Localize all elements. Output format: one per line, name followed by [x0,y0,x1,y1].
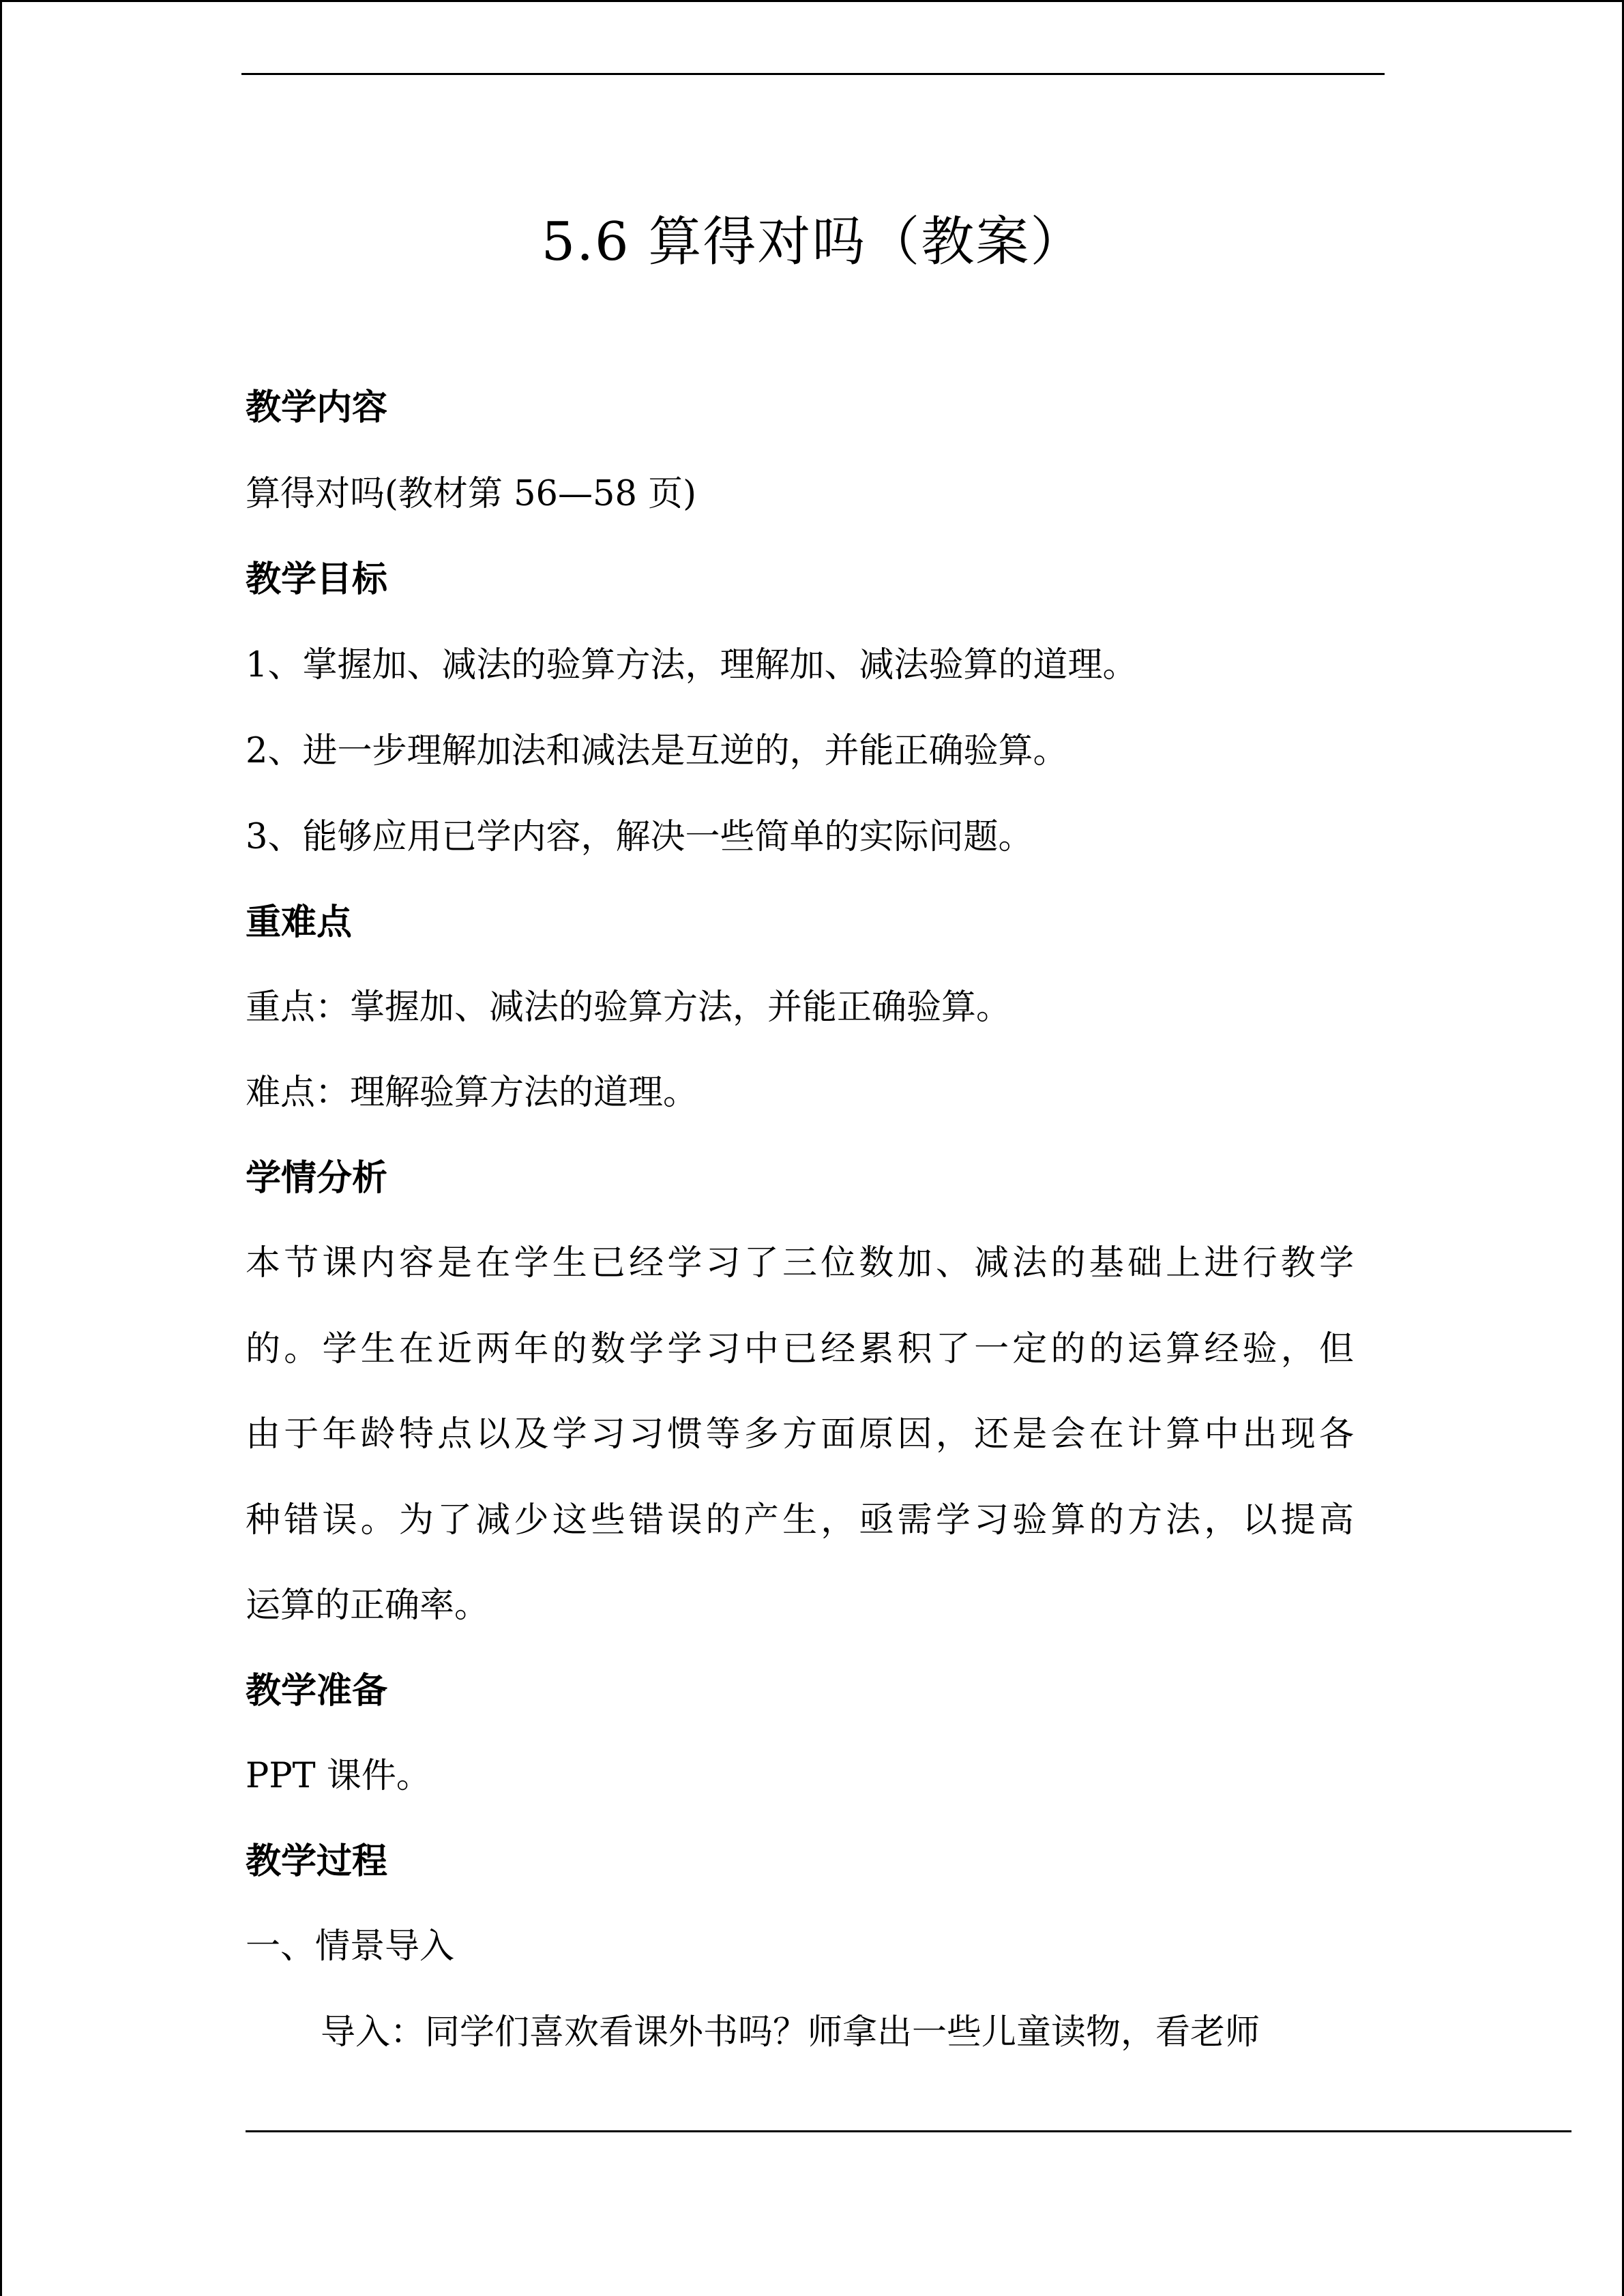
page-border-top [0,0,1624,2]
analysis-line-1: 本节课内容是在学生已经学习了三位数加、减法的基础上进行教学 [246,1243,1354,1283]
teaching-content-text: 算得对吗(教材第 56—58 页) [246,474,697,514]
analysis-line-5: 运算的正确率。 [246,1585,490,1626]
analysis-line-2: 的。学生在近两年的数学学习中已经累积了一定的的运算经验，但 [246,1329,1354,1369]
analysis-line-4: 种错误。为了减少这些错误的产生，亟需学习验算的方法，以提高 [246,1500,1354,1540]
page-border-left [0,0,2,2296]
process-step-1: 一、情景导入 [246,1926,455,1967]
goal-item-2: 2、进一步理解加法和减法是互逆的，并能正确验算。 [246,731,1068,771]
heading-key-points: 重难点 [246,902,353,943]
goal-item-3: 3、能够应用已学内容，解决一些简单的实际问题。 [246,817,1033,857]
analysis-line-3: 由于年龄特点以及学习习惯等多方面原因，还是会在计算中出现各 [246,1414,1354,1455]
preparation-text: PPT 课件。 [246,1756,431,1796]
heading-student-analysis: 学情分析 [246,1158,388,1199]
heading-teaching-process: 教学过程 [246,1841,388,1882]
heading-teaching-goals: 教学目标 [246,559,388,600]
footer-rule [246,2130,1571,2132]
heading-teaching-content: 教学内容 [246,387,388,428]
key-point-text: 重点：掌握加、减法的验算方法，并能正确验算。 [246,987,1012,1028]
heading-teaching-preparation: 教学准备 [246,1671,388,1712]
goal-item-1: 1、掌握加、减法的验算方法，理解加、减法验算的道理。 [246,645,1138,685]
header-rule [241,73,1385,75]
process-intro-text: 导入：同学们喜欢看课外书吗？师拿出一些儿童读物，看老师 [321,2012,1260,2053]
document-title: 5.6 算得对吗（教案） [541,211,1085,273]
difficult-point-text: 难点：理解验算方法的道理。 [246,1073,698,1113]
